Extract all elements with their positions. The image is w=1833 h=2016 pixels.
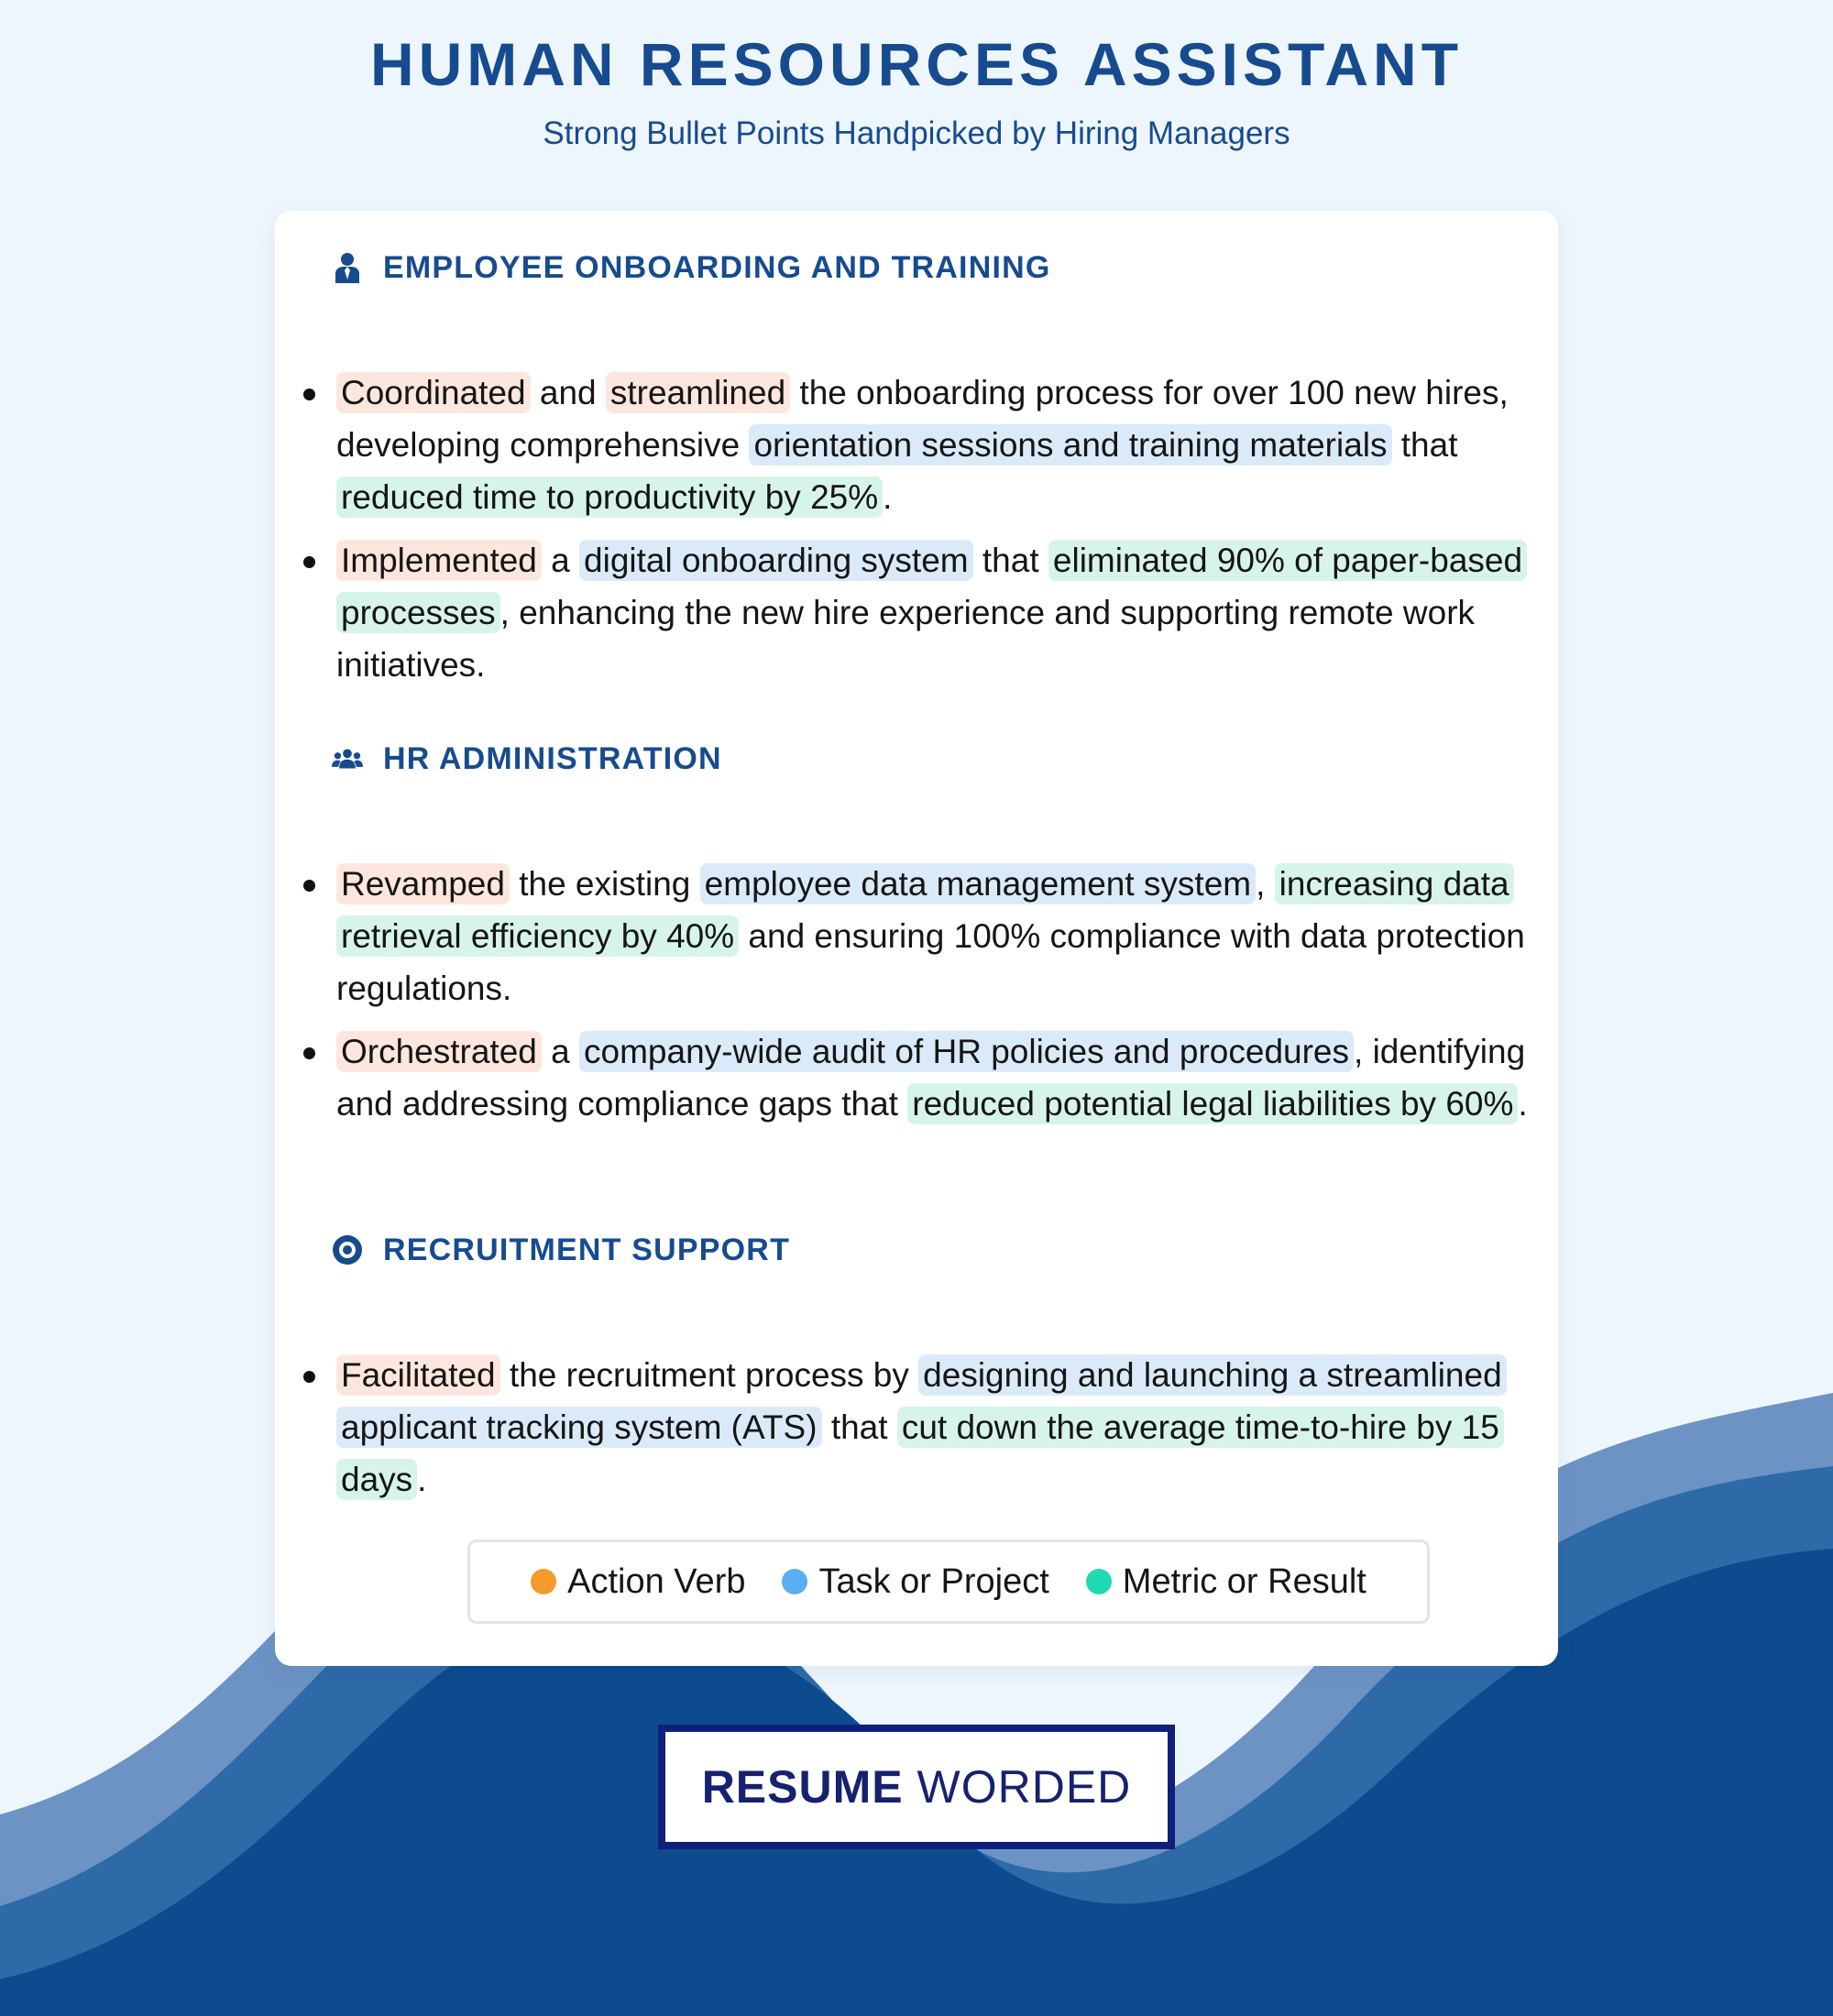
task-highlight: employee data management system xyxy=(700,863,1256,904)
metric-highlight: cut down the average time-to-hire by 15 days xyxy=(336,1407,1504,1500)
action-verb-highlight: Coordinated xyxy=(336,372,531,413)
page-subtitle: Strong Bullet Points Handpicked by Hiring Managers xyxy=(543,115,1290,151)
bullet-text: , xyxy=(1256,865,1275,903)
bullet-text: , identifying and addressing compliance gaps that xyxy=(336,1033,1526,1123)
legend-label: Action Verb xyxy=(567,1561,746,1601)
bullet-item xyxy=(275,858,1546,1014)
metric-highlight: increasing data retrieval efficiency by 40% xyxy=(336,863,1514,957)
action-verb-highlight: Facilitated xyxy=(336,1354,500,1396)
legend-item-action-verb xyxy=(531,1562,745,1602)
bullet-text: . xyxy=(883,478,893,516)
page-title: HUMAN RESOURCES ASSISTANT xyxy=(369,30,1464,98)
resume-worded-logo[interactable] xyxy=(658,1725,1175,1849)
metric-highlight: reduced time to productivity by 25% xyxy=(336,477,883,518)
bullet-item xyxy=(275,1025,1546,1130)
logo-light-text: WORDED xyxy=(916,1761,1132,1813)
bullet-dot xyxy=(303,389,315,400)
section-header xyxy=(332,1230,790,1270)
bullet-text: and ensuring 100% compliance with data protection regulations. xyxy=(336,917,1525,1007)
bullet-item xyxy=(275,534,1546,691)
page-header xyxy=(0,27,1833,154)
legend-dot-action-icon xyxy=(531,1569,556,1594)
bullet-text: a xyxy=(541,1033,580,1070)
metric-highlight: reduced potential legal liabilities by 60% xyxy=(907,1083,1518,1124)
legend-label: Task or Project xyxy=(818,1561,1049,1601)
bullet-item xyxy=(275,1349,1546,1506)
bullet-text: the recruitment process by xyxy=(499,1356,919,1394)
highlight-legend xyxy=(467,1539,1430,1624)
task-highlight: designing and launching a streamlined applicant tracking system (ATS) xyxy=(336,1354,1507,1448)
bullet-list xyxy=(275,1349,1558,1517)
section-title: EMPLOYEE ONBOARDING AND TRAINING xyxy=(383,249,1051,285)
bullet-dot xyxy=(303,880,315,892)
bullet-text: that xyxy=(1391,426,1458,464)
section-header xyxy=(332,739,722,779)
bullet-list xyxy=(275,858,1558,1141)
section-header xyxy=(332,247,1051,288)
record-icon xyxy=(332,1234,363,1265)
bullet-text: the onboarding process for over 100 new hires, developing comprehensive xyxy=(336,374,1509,464)
legend-dot-task-icon xyxy=(782,1569,807,1594)
bullet-dot xyxy=(303,556,315,568)
section-title: HR ADMINISTRATION xyxy=(383,740,722,776)
bullet-text: the existing xyxy=(509,865,700,903)
bullet-text: and xyxy=(530,374,606,411)
bullet-item xyxy=(275,367,1546,523)
section-title: RECRUITMENT SUPPORT xyxy=(383,1232,791,1267)
legend-label: Metric or Result xyxy=(1122,1561,1367,1601)
legend-dot-metric-icon xyxy=(1086,1569,1112,1594)
bullet-list xyxy=(275,367,1558,702)
task-highlight: company-wide audit of HR policies and procedures xyxy=(579,1031,1354,1072)
bullet-text: a xyxy=(541,542,580,579)
bullet-text: , enhancing the new hire experience and supporting remote work initiatives. xyxy=(336,594,1476,684)
action-verb-highlight: Revamped xyxy=(336,863,510,904)
bullet-dot xyxy=(303,1371,315,1383)
employee-icon xyxy=(332,252,363,283)
resume-bullets-card xyxy=(275,211,1558,1666)
bullet-text: that xyxy=(972,542,1048,579)
legend-item-task xyxy=(782,1562,1048,1602)
bullet-text: . xyxy=(417,1461,427,1498)
logo-bold-text: RESUME xyxy=(701,1761,904,1813)
logo-text xyxy=(702,1759,1132,1814)
action-verb-highlight: streamlined xyxy=(606,372,790,413)
bullet-text: that xyxy=(821,1408,897,1446)
bullet-dot xyxy=(303,1047,315,1059)
legend-item-metric xyxy=(1086,1562,1367,1602)
action-verb-highlight: Implemented xyxy=(336,540,542,581)
action-verb-highlight: Orchestrated xyxy=(336,1031,542,1072)
metric-highlight: eliminated 90% of paper-based processes xyxy=(336,540,1527,633)
task-highlight: digital onboarding system xyxy=(579,540,973,581)
bullet-text: . xyxy=(1518,1085,1528,1123)
task-highlight: orientation sessions and training materials xyxy=(749,424,1391,466)
users-icon xyxy=(332,743,363,774)
